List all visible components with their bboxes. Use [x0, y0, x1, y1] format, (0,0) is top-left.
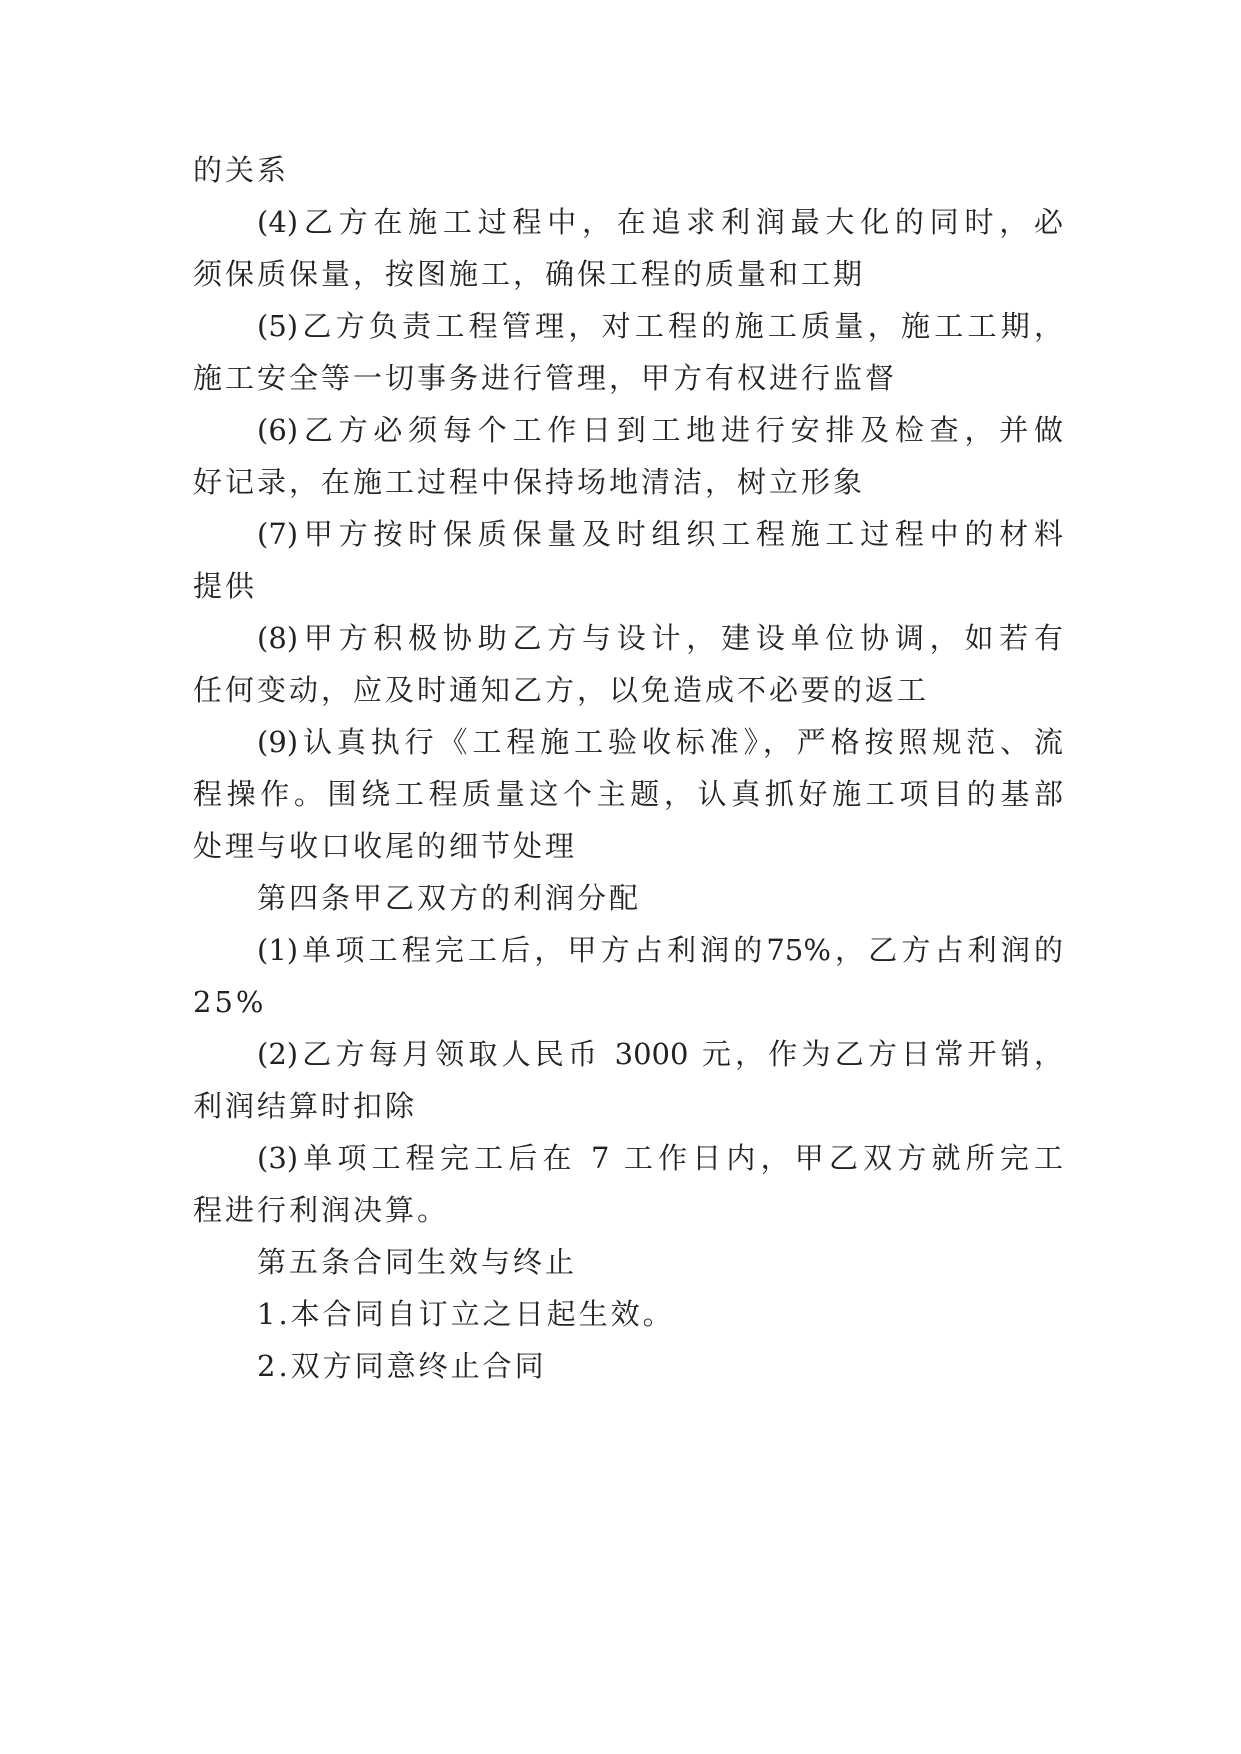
text-line: 1.本合同自订立之日起生效。: [257, 1297, 675, 1331]
text-line: 25%: [193, 985, 267, 1019]
text-line: 任何变动，应及时通知乙方，以免造成不必要的返工: [193, 673, 930, 707]
section-heading: 第四条甲乙双方的利润分配: [257, 881, 642, 915]
text-line: 好记录，在施工过程中保持场地清洁，树立形象: [193, 465, 866, 499]
text-line: 利润结算时扣除: [193, 1089, 418, 1123]
text-line: (1)单项工程完工后，甲方占利润的75%，乙方占利润的: [257, 933, 1063, 967]
text-line: 提供: [193, 569, 258, 603]
text-line: (8)甲方积极协助乙方与设计，建设单位协调，如若有: [257, 621, 1063, 655]
text-line: 施工安全等一切事务进行管理，甲方有权进行监督: [193, 361, 898, 395]
text-line: (4)乙方在施工过程中，在追求利润最大化的同时，必: [257, 205, 1063, 239]
text-line: (6)乙方必须每个工作日到工地进行安排及检查，并做: [257, 413, 1063, 447]
text-line: (9)认真执行《工程施工验收标准》，严格按照规范、流: [257, 725, 1063, 759]
text-line: 程操作。围绕工程质量这个主题，认真抓好施工项目的基部: [193, 777, 1063, 811]
text-line: (3)单项工程完工后在 7 工作日内，甲乙双方就所完工: [257, 1141, 1063, 1175]
text-line: 须保质保量，按图施工，确保工程的质量和工期: [193, 257, 866, 291]
text-line: 程进行利润决算。: [193, 1193, 450, 1227]
text-line: (5)乙方负责工程管理，对工程的施工质量，施工工期，: [257, 309, 1063, 343]
text-line: 2.双方同意终止合同: [257, 1349, 547, 1383]
text-line: (2)乙方每月领取人民币 3000 元，作为乙方日常开销，: [257, 1037, 1063, 1071]
text-line: 的关系: [193, 153, 290, 187]
text-line: (7)甲方按时保质保量及时组织工程施工过程中的材料: [257, 517, 1063, 551]
text-line: 处理与收口收尾的细节处理: [193, 829, 578, 863]
section-heading: 第五条合同生效与终止: [257, 1245, 578, 1279]
